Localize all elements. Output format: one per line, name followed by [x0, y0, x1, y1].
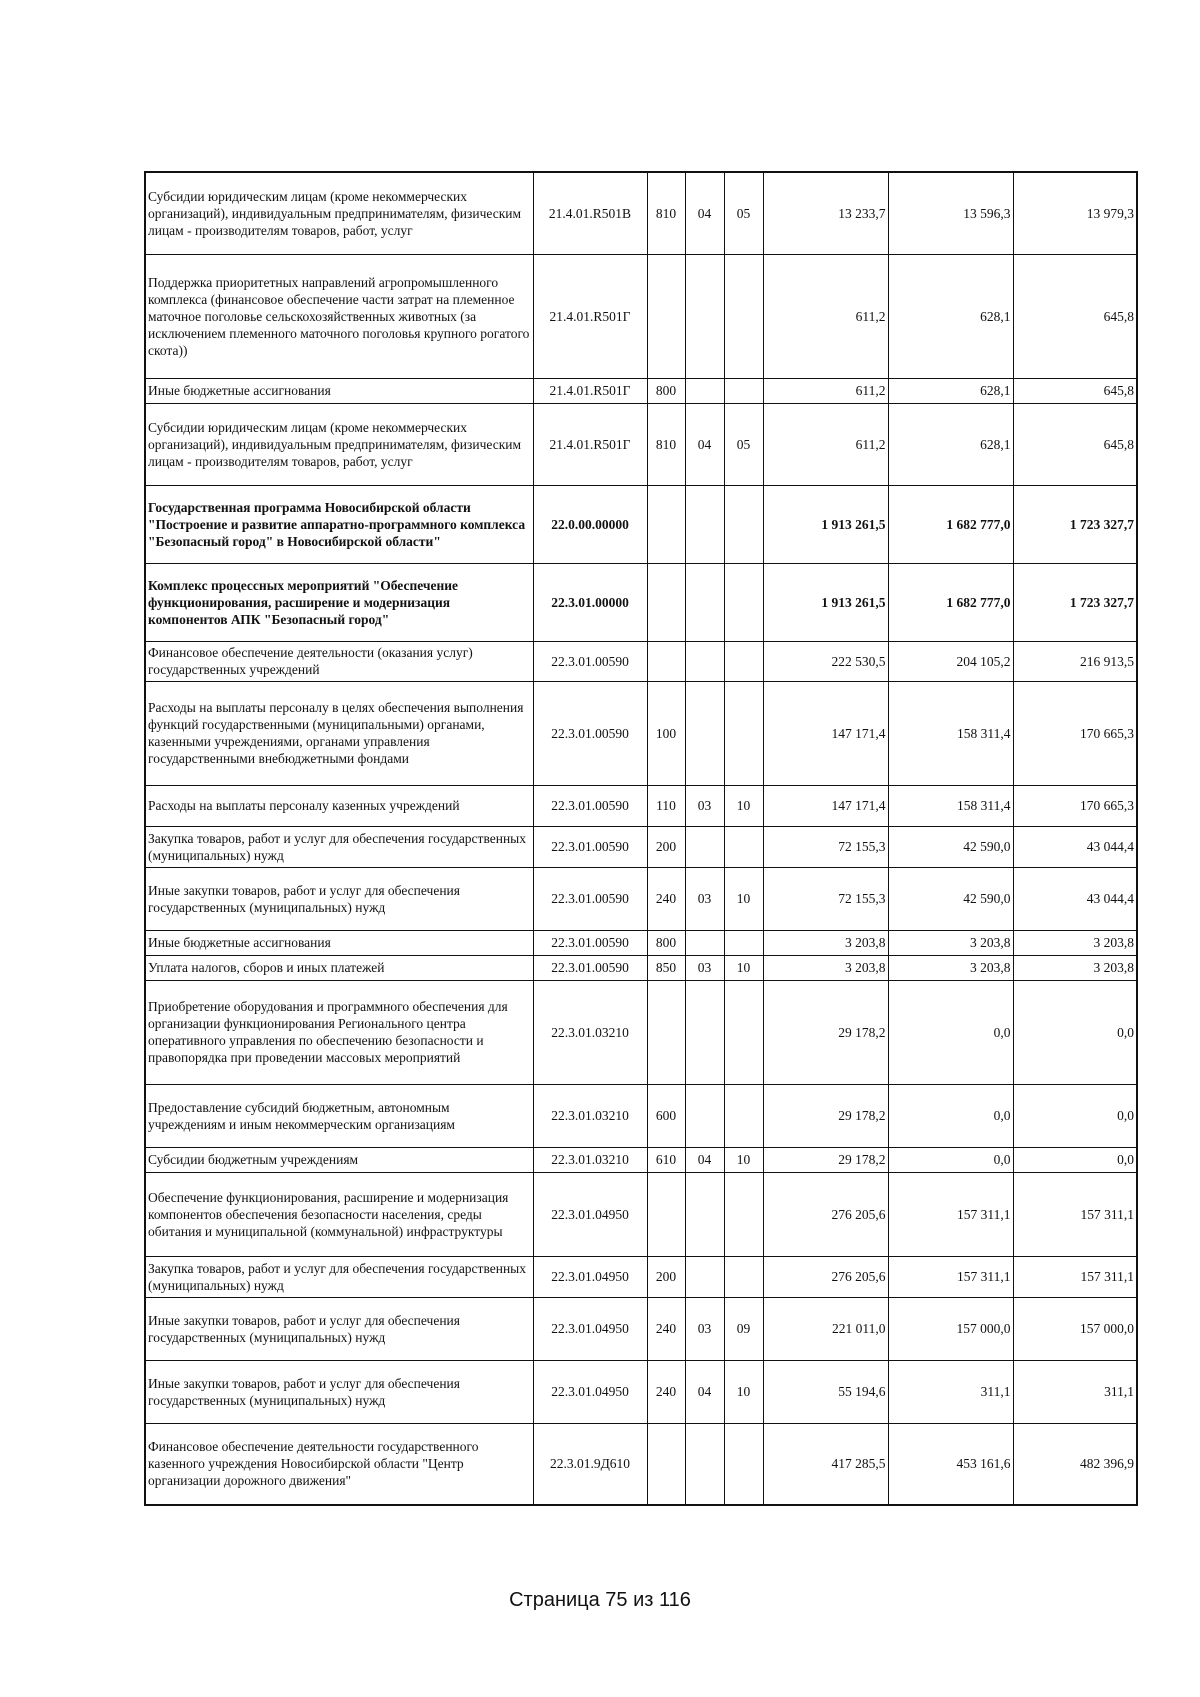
row-year2: 311,1: [888, 1360, 1013, 1423]
row-rz: 04: [685, 403, 724, 485]
table-row: [145, 1297, 1137, 1360]
row-pr: [724, 980, 763, 1084]
row-year1: 147 171,4: [763, 681, 888, 785]
row-year1: 147 171,4: [763, 785, 888, 826]
row-year3: 1 723 327,7: [1013, 485, 1137, 563]
row-name: Иные бюджетные ассигнования: [145, 378, 533, 403]
row-pr: 10: [724, 1147, 763, 1172]
table-row: [145, 563, 1137, 641]
row-name: Приобретение оборудования и программного обеспечения для организации функционирования Регионального центра оперативного управления по обеспечению безопасности и правопорядка при проведении массовых мероприятий: [145, 980, 533, 1084]
row-pr: [724, 930, 763, 955]
row-year1: 72 155,3: [763, 867, 888, 930]
row-year2: 42 590,0: [888, 826, 1013, 867]
row-name: Финансовое обеспечение деятельности (оказания услуг) государственных учреждений: [145, 641, 533, 681]
row-code: 22.3.01.00590: [533, 930, 647, 955]
table-row: [145, 1423, 1137, 1505]
row-vr: 240: [647, 1297, 685, 1360]
row-rz: 03: [685, 867, 724, 930]
row-vr: 850: [647, 955, 685, 980]
row-vr: 810: [647, 403, 685, 485]
row-name: Предоставление субсидий бюджетным, автономным учреждениям и иным некоммерческим организациям: [145, 1084, 533, 1147]
row-year2: 158 311,4: [888, 681, 1013, 785]
row-pr: [724, 1423, 763, 1505]
row-code: 21.4.01.R501В: [533, 172, 647, 254]
row-pr: [724, 378, 763, 403]
row-year2: 1 682 777,0: [888, 563, 1013, 641]
row-year2: 42 590,0: [888, 867, 1013, 930]
table-row: [145, 826, 1137, 867]
row-year2: 0,0: [888, 1084, 1013, 1147]
row-rz: [685, 980, 724, 1084]
row-pr: [724, 254, 763, 378]
row-year1: 3 203,8: [763, 930, 888, 955]
row-year3: 43 044,4: [1013, 867, 1137, 930]
row-code: 22.3.01.9Д610: [533, 1423, 647, 1505]
row-code: 21.4.01.R501Г: [533, 254, 647, 378]
row-code: 21.4.01.R501Г: [533, 378, 647, 403]
row-year3: 482 396,9: [1013, 1423, 1137, 1505]
row-year3: 13 979,3: [1013, 172, 1137, 254]
table-row: [145, 1256, 1137, 1297]
row-name: Иные закупки товаров, работ и услуг для обеспечения государственных (муниципальных) нужд: [145, 1360, 533, 1423]
row-year1: 13 233,7: [763, 172, 888, 254]
table-row: [145, 955, 1137, 980]
table-row: [145, 641, 1137, 681]
row-year1: 1 913 261,5: [763, 563, 888, 641]
table-row: [145, 930, 1137, 955]
row-vr: 110: [647, 785, 685, 826]
row-year1: 3 203,8: [763, 955, 888, 980]
row-vr: 600: [647, 1084, 685, 1147]
table-row: [145, 403, 1137, 485]
row-name: Поддержка приоритетных направлений агропромышленного комплекса (финансовое обеспечение части затрат на племенное маточное поголовье сельскохозяйственных животных (за исключением племенного маточного поголовья крупного рогатого скота)): [145, 254, 533, 378]
table-row: [145, 867, 1137, 930]
row-name: Иные закупки товаров, работ и услуг для обеспечения государственных (муниципальных) нужд: [145, 1297, 533, 1360]
row-year3: 170 665,3: [1013, 681, 1137, 785]
row-vr: 100: [647, 681, 685, 785]
row-year1: 29 178,2: [763, 1084, 888, 1147]
row-year1: 417 285,5: [763, 1423, 888, 1505]
row-year1: 29 178,2: [763, 980, 888, 1084]
row-code: 22.3.01.03210: [533, 1147, 647, 1172]
row-rz: [685, 681, 724, 785]
row-year2: 453 161,6: [888, 1423, 1013, 1505]
row-code: 22.3.01.04950: [533, 1360, 647, 1423]
row-year3: 157 311,1: [1013, 1172, 1137, 1256]
row-year3: 43 044,4: [1013, 826, 1137, 867]
row-year3: 0,0: [1013, 1084, 1137, 1147]
row-name: Государственная программа Новосибирской области "Построение и развитие аппаратно-программного комплекса "Безопасный город" в Новосибирской области": [145, 485, 533, 563]
row-pr: 10: [724, 785, 763, 826]
row-pr: [724, 1172, 763, 1256]
row-rz: [685, 930, 724, 955]
row-vr: [647, 1423, 685, 1505]
row-year2: 204 105,2: [888, 641, 1013, 681]
row-pr: [724, 485, 763, 563]
row-pr: 10: [724, 867, 763, 930]
row-pr: [724, 563, 763, 641]
row-pr: [724, 826, 763, 867]
table-row: [145, 1172, 1137, 1256]
row-year2: 157 311,1: [888, 1256, 1013, 1297]
row-pr: 09: [724, 1297, 763, 1360]
row-pr: 05: [724, 403, 763, 485]
row-year1: 221 011,0: [763, 1297, 888, 1360]
row-year3: 645,8: [1013, 378, 1137, 403]
row-year2: 0,0: [888, 1147, 1013, 1172]
row-vr: 240: [647, 1360, 685, 1423]
table-row: [145, 1147, 1137, 1172]
row-rz: [685, 563, 724, 641]
row-rz: [685, 641, 724, 681]
row-year3: 3 203,8: [1013, 930, 1137, 955]
row-code: 22.3.01.00000: [533, 563, 647, 641]
row-code: 22.3.01.03210: [533, 980, 647, 1084]
page-number: Страница 75 из 116: [509, 1589, 691, 1611]
row-year1: 72 155,3: [763, 826, 888, 867]
row-code: 22.3.01.00590: [533, 641, 647, 681]
table-row: [145, 785, 1137, 826]
row-vr: [647, 980, 685, 1084]
row-pr: 10: [724, 1360, 763, 1423]
row-code: 22.3.01.00590: [533, 955, 647, 980]
row-rz: [685, 826, 724, 867]
row-vr: 200: [647, 826, 685, 867]
table-body: [145, 172, 1137, 1505]
row-year2: 157 000,0: [888, 1297, 1013, 1360]
row-year3: 1 723 327,7: [1013, 563, 1137, 641]
row-year2: 0,0: [888, 980, 1013, 1084]
row-rz: [685, 378, 724, 403]
row-name: Субсидии юридическим лицам (кроме некоммерческих организаций), индивидуальным предпринимателям, физическим лицам - производителям товаров, работ, услуг: [145, 403, 533, 485]
row-name: Расходы на выплаты персоналу казенных учреждений: [145, 785, 533, 826]
row-year2: 628,1: [888, 403, 1013, 485]
row-year3: 216 913,5: [1013, 641, 1137, 681]
row-rz: [685, 1256, 724, 1297]
row-name: Субсидии юридическим лицам (кроме некоммерческих организаций), индивидуальным предпринимателям, физическим лицам - производителям товаров, работ, услуг: [145, 172, 533, 254]
row-year2: 157 311,1: [888, 1172, 1013, 1256]
row-year2: 3 203,8: [888, 955, 1013, 980]
row-vr: 800: [647, 378, 685, 403]
row-rz: [685, 1084, 724, 1147]
row-year1: 611,2: [763, 403, 888, 485]
row-year2: 628,1: [888, 378, 1013, 403]
row-name: Закупка товаров, работ и услуг для обеспечения государственных (муниципальных) нужд: [145, 826, 533, 867]
row-year1: 611,2: [763, 378, 888, 403]
row-year3: 645,8: [1013, 403, 1137, 485]
row-year2: 1 682 777,0: [888, 485, 1013, 563]
row-year1: 55 194,6: [763, 1360, 888, 1423]
row-vr: [647, 641, 685, 681]
row-year1: 1 913 261,5: [763, 485, 888, 563]
row-year3: 157 000,0: [1013, 1297, 1137, 1360]
row-rz: [685, 254, 724, 378]
table-row: [145, 1360, 1137, 1423]
row-rz: 03: [685, 785, 724, 826]
row-year1: 611,2: [763, 254, 888, 378]
row-code: 22.3.01.00590: [533, 785, 647, 826]
row-name: Субсидии бюджетным учреждениям: [145, 1147, 533, 1172]
row-year3: 3 203,8: [1013, 955, 1137, 980]
table-row: [145, 980, 1137, 1084]
row-rz: [685, 485, 724, 563]
row-rz: [685, 1172, 724, 1256]
table-row: [145, 485, 1137, 563]
row-code: 22.3.01.00590: [533, 681, 647, 785]
row-rz: [685, 1423, 724, 1505]
table-row: [145, 378, 1137, 403]
row-code: 22.3.01.04950: [533, 1297, 647, 1360]
row-vr: 800: [647, 930, 685, 955]
row-name: Иные бюджетные ассигнования: [145, 930, 533, 955]
row-year1: 276 205,6: [763, 1256, 888, 1297]
row-year3: 311,1: [1013, 1360, 1137, 1423]
row-year1: 276 205,6: [763, 1172, 888, 1256]
table-row: [145, 681, 1137, 785]
row-code: 22.3.01.04950: [533, 1172, 647, 1256]
row-vr: [647, 563, 685, 641]
row-name: Финансовое обеспечение деятельности государственного казенного учреждения Новосибирской области "Центр организации дорожного движения": [145, 1423, 533, 1505]
row-year3: 170 665,3: [1013, 785, 1137, 826]
row-pr: [724, 641, 763, 681]
row-year3: 645,8: [1013, 254, 1137, 378]
row-rz: 04: [685, 172, 724, 254]
row-rz: 04: [685, 1147, 724, 1172]
row-name: Уплата налогов, сборов и иных платежей: [145, 955, 533, 980]
row-code: 22.3.01.03210: [533, 1084, 647, 1147]
row-year1: 222 530,5: [763, 641, 888, 681]
row-vr: 610: [647, 1147, 685, 1172]
row-code: 22.0.00.00000: [533, 485, 647, 563]
table-row: [145, 254, 1137, 378]
row-name: Закупка товаров, работ и услуг для обеспечения государственных (муниципальных) нужд: [145, 1256, 533, 1297]
row-vr: [647, 254, 685, 378]
row-name: Обеспечение функционирования, расширение и модернизация компонентов обеспечения безопасности населения, среды обитания и муниципальной (коммунальной) инфраструктуры: [145, 1172, 533, 1256]
row-year3: 157 311,1: [1013, 1256, 1137, 1297]
row-vr: [647, 485, 685, 563]
row-name: Расходы на выплаты персоналу в целях обеспечения выполнения функций государственными (муниципальными) органами, казенными учреждениями, органами управления государственными внебюджетными фондами: [145, 681, 533, 785]
row-vr: 240: [647, 867, 685, 930]
row-name: Иные закупки товаров, работ и услуг для обеспечения государственных (муниципальных) нужд: [145, 867, 533, 930]
row-code: 22.3.01.00590: [533, 826, 647, 867]
budget-table: [144, 171, 1138, 1506]
row-year2: 13 596,3: [888, 172, 1013, 254]
row-year3: 0,0: [1013, 1147, 1137, 1172]
row-year1: 29 178,2: [763, 1147, 888, 1172]
row-rz: 04: [685, 1360, 724, 1423]
table-row: [145, 1084, 1137, 1147]
row-rz: 03: [685, 1297, 724, 1360]
row-vr: 810: [647, 172, 685, 254]
row-year2: 3 203,8: [888, 930, 1013, 955]
row-vr: [647, 1172, 685, 1256]
row-name: Комплекс процессных мероприятий "Обеспечение функционирования, расширение и модернизация компонентов АПК "Безопасный город": [145, 563, 533, 641]
row-code: 21.4.01.R501Г: [533, 403, 647, 485]
row-year2: 158 311,4: [888, 785, 1013, 826]
row-pr: [724, 681, 763, 785]
row-pr: 10: [724, 955, 763, 980]
row-pr: [724, 1256, 763, 1297]
row-code: 22.3.01.00590: [533, 867, 647, 930]
table-row: [145, 172, 1137, 254]
row-year2: 628,1: [888, 254, 1013, 378]
row-pr: 05: [724, 172, 763, 254]
row-code: 22.3.01.04950: [533, 1256, 647, 1297]
row-rz: 03: [685, 955, 724, 980]
row-pr: [724, 1084, 763, 1147]
row-year3: 0,0: [1013, 980, 1137, 1084]
row-vr: 200: [647, 1256, 685, 1297]
